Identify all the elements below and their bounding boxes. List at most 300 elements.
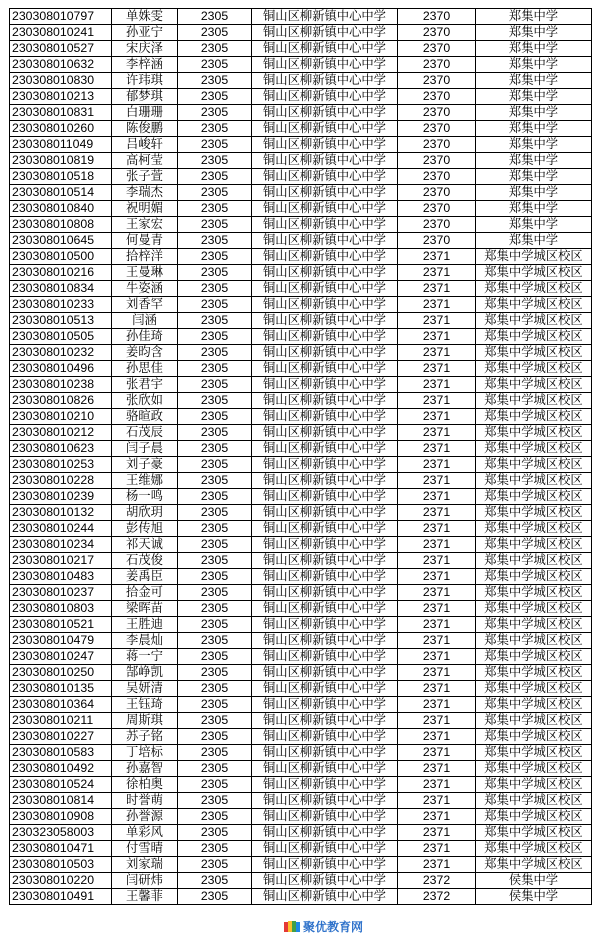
school-name-cell: 铜山区柳新镇中心中学: [252, 601, 398, 617]
target-school-cell: 侯集中学: [476, 889, 592, 905]
table-row: [10, 121, 592, 137]
target-code-cell: 2370: [398, 153, 476, 169]
exam-id-cell: 230308010521: [10, 617, 112, 633]
target-school-cell: 郑集中学城区校区: [476, 537, 592, 553]
target-code-cell: 2371: [398, 441, 476, 457]
table-row: [10, 889, 592, 905]
target-school-cell: 郑集中学城区校区: [476, 681, 592, 697]
school-name-cell: 铜山区柳新镇中心中学: [252, 441, 398, 457]
student-name-cell: 拾金可: [112, 585, 178, 601]
school-name-cell: 铜山区柳新镇中心中学: [252, 521, 398, 537]
target-school-cell: 郑集中学城区校区: [476, 601, 592, 617]
student-name-cell: 杨一鸣: [112, 489, 178, 505]
school-name-cell: 铜山区柳新镇中心中学: [252, 377, 398, 393]
target-school-cell: 郑集中学城区校区: [476, 793, 592, 809]
target-code-cell: 2371: [398, 841, 476, 857]
target-code-cell: 2372: [398, 873, 476, 889]
table-row: [10, 809, 592, 825]
target-code-cell: 2370: [398, 9, 476, 25]
target-school-cell: 郑集中学: [476, 9, 592, 25]
student-name-cell: 祁天诚: [112, 537, 178, 553]
table-row: [10, 425, 592, 441]
student-name-cell: 蒋一宁: [112, 649, 178, 665]
student-name-cell: 王家宏: [112, 217, 178, 233]
target-code-cell: 2371: [398, 489, 476, 505]
table-row: [10, 569, 592, 585]
student-name-cell: 宋庆泽: [112, 41, 178, 57]
exam-id-cell: 230308010237: [10, 585, 112, 601]
student-name-cell: 牛姿涵: [112, 281, 178, 297]
target-code-cell: 2371: [398, 713, 476, 729]
table-row: [10, 265, 592, 281]
school-code-cell: 2305: [178, 57, 252, 73]
school-name-cell: 铜山区柳新镇中心中学: [252, 761, 398, 777]
target-school-cell: 郑集中学城区校区: [476, 377, 592, 393]
target-school-cell: 郑集中学: [476, 73, 592, 89]
exam-id-cell: 230308010527: [10, 41, 112, 57]
school-code-cell: 2305: [178, 105, 252, 121]
school-name-cell: 铜山区柳新镇中心中学: [252, 73, 398, 89]
school-code-cell: 2305: [178, 521, 252, 537]
exam-id-cell: 230308010132: [10, 505, 112, 521]
student-name-cell: 付雪晴: [112, 841, 178, 857]
exam-id-cell: 230308010239: [10, 489, 112, 505]
student-name-cell: 吕峻轩: [112, 137, 178, 153]
school-code-cell: 2305: [178, 601, 252, 617]
school-name-cell: 铜山区柳新镇中心中学: [252, 281, 398, 297]
table-row: [10, 313, 592, 329]
student-name-cell: 时誉萌: [112, 793, 178, 809]
student-name-cell: 孙亚宁: [112, 25, 178, 41]
exam-id-cell: 230308010808: [10, 217, 112, 233]
target-code-cell: 2371: [398, 345, 476, 361]
exam-id-cell: 230308010210: [10, 409, 112, 425]
table-row: [10, 761, 592, 777]
target-school-cell: 郑集中学城区校区: [476, 297, 592, 313]
target-code-cell: 2371: [398, 313, 476, 329]
exam-id-cell: 230308010834: [10, 281, 112, 297]
target-code-cell: 2370: [398, 73, 476, 89]
school-name-cell: 铜山区柳新镇中心中学: [252, 329, 398, 345]
student-name-cell: 孙嘉智: [112, 761, 178, 777]
school-code-cell: 2305: [178, 297, 252, 313]
target-school-cell: 郑集中学: [476, 105, 592, 121]
student-name-cell: 苏子铭: [112, 729, 178, 745]
school-name-cell: 铜山区柳新镇中心中学: [252, 153, 398, 169]
target-school-cell: 郑集中学城区校区: [476, 697, 592, 713]
student-name-cell: 彭传旭: [112, 521, 178, 537]
target-school-cell: 郑集中学城区校区: [476, 649, 592, 665]
target-code-cell: 2371: [398, 729, 476, 745]
target-school-cell: 郑集中学: [476, 153, 592, 169]
school-name-cell: 铜山区柳新镇中心中学: [252, 633, 398, 649]
target-code-cell: 2371: [398, 537, 476, 553]
student-name-cell: 陈俊鹏: [112, 121, 178, 137]
target-code-cell: 2371: [398, 553, 476, 569]
student-name-cell: 祝明媚: [112, 201, 178, 217]
exam-id-cell: 230308010496: [10, 361, 112, 377]
target-code-cell: 2371: [398, 761, 476, 777]
target-code-cell: 2371: [398, 633, 476, 649]
exam-id-cell: 230308010227: [10, 729, 112, 745]
table-row: [10, 441, 592, 457]
student-name-cell: 徐柏奥: [112, 777, 178, 793]
table-row: [10, 57, 592, 73]
target-school-cell: 郑集中学城区校区: [476, 761, 592, 777]
school-name-cell: 铜山区柳新镇中心中学: [252, 889, 398, 905]
school-code-cell: 2305: [178, 473, 252, 489]
student-name-cell: 丁培标: [112, 745, 178, 761]
exam-id-cell: 230308010213: [10, 89, 112, 105]
student-name-cell: 单彩风: [112, 825, 178, 841]
school-name-cell: 铜山区柳新镇中心中学: [252, 489, 398, 505]
exam-id-cell: 230308010135: [10, 681, 112, 697]
table-row: [10, 233, 592, 249]
school-code-cell: 2305: [178, 233, 252, 249]
target-school-cell: 郑集中学城区校区: [476, 281, 592, 297]
school-name-cell: 铜山区柳新镇中心中学: [252, 297, 398, 313]
table-row: [10, 793, 592, 809]
school-code-cell: 2305: [178, 745, 252, 761]
target-school-cell: 郑集中学城区校区: [476, 729, 592, 745]
target-code-cell: 2371: [398, 825, 476, 841]
table-row: [10, 153, 592, 169]
target-code-cell: 2371: [398, 393, 476, 409]
target-code-cell: 2370: [398, 121, 476, 137]
target-code-cell: 2370: [398, 25, 476, 41]
target-code-cell: 2370: [398, 169, 476, 185]
school-name-cell: 铜山区柳新镇中心中学: [252, 617, 398, 633]
exam-id-cell: 230308010518: [10, 169, 112, 185]
school-code-cell: 2305: [178, 633, 252, 649]
target-school-cell: 郑集中学城区校区: [476, 489, 592, 505]
table-row: [10, 73, 592, 89]
school-code-cell: 2305: [178, 137, 252, 153]
student-name-cell: 石茂辰: [112, 425, 178, 441]
school-code-cell: 2305: [178, 457, 252, 473]
exam-id-cell: 230308010253: [10, 457, 112, 473]
target-school-cell: 郑集中学城区校区: [476, 809, 592, 825]
table-row: [10, 377, 592, 393]
exam-id-cell: 230308010505: [10, 329, 112, 345]
target-code-cell: 2371: [398, 617, 476, 633]
student-name-cell: 周斯琪: [112, 713, 178, 729]
school-name-cell: 铜山区柳新镇中心中学: [252, 777, 398, 793]
target-code-cell: 2370: [398, 185, 476, 201]
exam-id-cell: 230308010831: [10, 105, 112, 121]
target-school-cell: 郑集中学城区校区: [476, 329, 592, 345]
table-row: [10, 537, 592, 553]
school-name-cell: 铜山区柳新镇中心中学: [252, 665, 398, 681]
exam-id-cell: 230308010471: [10, 841, 112, 857]
target-code-cell: 2371: [398, 473, 476, 489]
target-school-cell: 郑集中学城区校区: [476, 665, 592, 681]
target-code-cell: 2371: [398, 505, 476, 521]
school-name-cell: 铜山区柳新镇中心中学: [252, 41, 398, 57]
student-name-cell: 孙思佳: [112, 361, 178, 377]
student-name-cell: 梁晖苗: [112, 601, 178, 617]
table-row: [10, 409, 592, 425]
school-name-cell: 铜山区柳新镇中心中学: [252, 201, 398, 217]
school-code-cell: 2305: [178, 617, 252, 633]
school-code-cell: 2305: [178, 185, 252, 201]
target-school-cell: 郑集中学城区校区: [476, 745, 592, 761]
exam-id-cell: 230308010216: [10, 265, 112, 281]
target-code-cell: 2371: [398, 329, 476, 345]
school-code-cell: 2305: [178, 809, 252, 825]
school-name-cell: 铜山区柳新镇中心中学: [252, 457, 398, 473]
exam-id-cell: 230308010513: [10, 313, 112, 329]
student-name-cell: 孙佳琦: [112, 329, 178, 345]
table-row: [10, 585, 592, 601]
target-code-cell: 2371: [398, 777, 476, 793]
exam-id-cell: 230308010814: [10, 793, 112, 809]
exam-id-cell: 230308010250: [10, 665, 112, 681]
table-row: [10, 393, 592, 409]
school-name-cell: 铜山区柳新镇中心中学: [252, 217, 398, 233]
exam-id-cell: 230308010623: [10, 441, 112, 457]
student-name-cell: 刘家瑞: [112, 857, 178, 873]
target-school-cell: 郑集中学城区校区: [476, 361, 592, 377]
table-row: [10, 185, 592, 201]
target-code-cell: 2371: [398, 377, 476, 393]
table-row: [10, 201, 592, 217]
exam-id-cell: 230308010492: [10, 761, 112, 777]
target-school-cell: 郑集中学城区校区: [476, 473, 592, 489]
school-code-cell: 2305: [178, 889, 252, 905]
target-school-cell: 郑集中学: [476, 185, 592, 201]
school-name-cell: 铜山区柳新镇中心中学: [252, 697, 398, 713]
target-school-cell: 郑集中学城区校区: [476, 633, 592, 649]
target-code-cell: 2371: [398, 297, 476, 313]
target-code-cell: 2371: [398, 265, 476, 281]
target-code-cell: 2371: [398, 857, 476, 873]
table-row: [10, 345, 592, 361]
table-row: [10, 713, 592, 729]
target-code-cell: 2371: [398, 681, 476, 697]
school-name-cell: 铜山区柳新镇中心中学: [252, 713, 398, 729]
school-name-cell: 铜山区柳新镇中心中学: [252, 249, 398, 265]
target-school-cell: 郑集中学城区校区: [476, 777, 592, 793]
student-name-cell: 闫涵: [112, 313, 178, 329]
exam-id-cell: 230308010238: [10, 377, 112, 393]
exam-id-cell: 230323058003: [10, 825, 112, 841]
exam-id-cell: 230308010220: [10, 873, 112, 889]
exam-id-cell: 230308011049: [10, 137, 112, 153]
school-code-cell: 2305: [178, 217, 252, 233]
school-code-cell: 2305: [178, 89, 252, 105]
exam-id-cell: 230308010233: [10, 297, 112, 313]
exam-id-cell: 230308010830: [10, 73, 112, 89]
student-name-cell: 王胜迪: [112, 617, 178, 633]
school-code-cell: 2305: [178, 393, 252, 409]
school-name-cell: 铜山区柳新镇中心中学: [252, 793, 398, 809]
target-school-cell: 郑集中学城区校区: [476, 265, 592, 281]
exam-id-cell: 230308010840: [10, 201, 112, 217]
table-row: [10, 521, 592, 537]
student-name-cell: 李晨灿: [112, 633, 178, 649]
target-school-cell: 郑集中学城区校区: [476, 569, 592, 585]
school-code-cell: 2305: [178, 553, 252, 569]
school-code-cell: 2305: [178, 857, 252, 873]
school-code-cell: 2305: [178, 761, 252, 777]
target-code-cell: 2371: [398, 249, 476, 265]
school-code-cell: 2305: [178, 505, 252, 521]
exam-id-cell: 230308010819: [10, 153, 112, 169]
school-name-cell: 铜山区柳新镇中心中学: [252, 553, 398, 569]
exam-id-cell: 230308010247: [10, 649, 112, 665]
student-name-cell: 张君宇: [112, 377, 178, 393]
table-row: [10, 137, 592, 153]
school-name-cell: 铜山区柳新镇中心中学: [252, 137, 398, 153]
student-name-cell: 单姝雯: [112, 9, 178, 25]
target-school-cell: 郑集中学: [476, 25, 592, 41]
student-name-cell: 李瑞杰: [112, 185, 178, 201]
target-code-cell: 2371: [398, 665, 476, 681]
target-code-cell: 2371: [398, 697, 476, 713]
school-name-cell: 铜山区柳新镇中心中学: [252, 473, 398, 489]
target-code-cell: 2370: [398, 41, 476, 57]
target-code-cell: 2370: [398, 217, 476, 233]
exam-id-cell: 230308010645: [10, 233, 112, 249]
exam-id-cell: 230308010228: [10, 473, 112, 489]
table-row: [10, 489, 592, 505]
school-name-cell: 铜山区柳新镇中心中学: [252, 409, 398, 425]
school-name-cell: 铜山区柳新镇中心中学: [252, 537, 398, 553]
table-row: [10, 729, 592, 745]
table-row: [10, 281, 592, 297]
table-row: [10, 217, 592, 233]
table-row: [10, 505, 592, 521]
school-code-cell: 2305: [178, 841, 252, 857]
school-code-cell: 2305: [178, 153, 252, 169]
target-code-cell: 2371: [398, 649, 476, 665]
exam-id-cell: 230308010803: [10, 601, 112, 617]
target-code-cell: 2371: [398, 281, 476, 297]
target-code-cell: 2370: [398, 57, 476, 73]
student-name-cell: 许玮琪: [112, 73, 178, 89]
school-code-cell: 2305: [178, 793, 252, 809]
target-school-cell: 郑集中学城区校区: [476, 441, 592, 457]
school-name-cell: 铜山区柳新镇中心中学: [252, 393, 398, 409]
student-name-cell: 孙誉源: [112, 809, 178, 825]
school-code-cell: 2305: [178, 537, 252, 553]
school-name-cell: 铜山区柳新镇中心中学: [252, 265, 398, 281]
table-row: [10, 329, 592, 345]
target-school-cell: 郑集中学城区校区: [476, 841, 592, 857]
book-logo-icon: [284, 920, 300, 934]
school-name-cell: 铜山区柳新镇中心中学: [252, 361, 398, 377]
school-code-cell: 2305: [178, 345, 252, 361]
school-code-cell: 2305: [178, 313, 252, 329]
exam-id-cell: 230308010364: [10, 697, 112, 713]
table-row: [10, 633, 592, 649]
school-code-cell: 2305: [178, 73, 252, 89]
target-school-cell: 郑集中学城区校区: [476, 409, 592, 425]
table-row: [10, 825, 592, 841]
exam-id-cell: 230308010212: [10, 425, 112, 441]
school-code-cell: 2305: [178, 9, 252, 25]
student-name-cell: 李梓涵: [112, 57, 178, 73]
student-name-cell: 王维娜: [112, 473, 178, 489]
school-name-cell: 铜山区柳新镇中心中学: [252, 841, 398, 857]
student-name-cell: 刘子豪: [112, 457, 178, 473]
target-code-cell: 2371: [398, 793, 476, 809]
target-code-cell: 2371: [398, 457, 476, 473]
exam-id-cell: 230308010503: [10, 857, 112, 873]
school-name-cell: 铜山区柳新镇中心中学: [252, 585, 398, 601]
exam-id-cell: 230308010211: [10, 713, 112, 729]
target-school-cell: 郑集中学城区校区: [476, 617, 592, 633]
school-code-cell: 2305: [178, 649, 252, 665]
target-code-cell: 2370: [398, 89, 476, 105]
student-name-cell: 刘香罕: [112, 297, 178, 313]
table-row: [10, 665, 592, 681]
school-name-cell: 铜山区柳新镇中心中学: [252, 649, 398, 665]
target-school-cell: 郑集中学: [476, 121, 592, 137]
target-school-cell: 郑集中学: [476, 201, 592, 217]
student-name-cell: 郜峥凯: [112, 665, 178, 681]
table-row: [10, 697, 592, 713]
table-row: [10, 297, 592, 313]
target-school-cell: 郑集中学城区校区: [476, 249, 592, 265]
school-name-cell: 铜山区柳新镇中心中学: [252, 809, 398, 825]
target-school-cell: 郑集中学城区校区: [476, 585, 592, 601]
school-name-cell: 铜山区柳新镇中心中学: [252, 825, 398, 841]
school-code-cell: 2305: [178, 489, 252, 505]
student-name-cell: 王馨菲: [112, 889, 178, 905]
target-code-cell: 2370: [398, 105, 476, 121]
target-code-cell: 2371: [398, 585, 476, 601]
student-name-cell: 姜禹臣: [112, 569, 178, 585]
student-name-cell: 骆暄政: [112, 409, 178, 425]
school-code-cell: 2305: [178, 713, 252, 729]
school-code-cell: 2305: [178, 377, 252, 393]
school-code-cell: 2305: [178, 169, 252, 185]
exam-id-cell: 230308010479: [10, 633, 112, 649]
target-school-cell: 郑集中学: [476, 233, 592, 249]
table-row: [10, 169, 592, 185]
school-name-cell: 铜山区柳新镇中心中学: [252, 105, 398, 121]
student-name-cell: 何曼青: [112, 233, 178, 249]
admission-table: [9, 8, 592, 905]
target-school-cell: 郑集中学城区校区: [476, 425, 592, 441]
table-row: [10, 873, 592, 889]
exam-id-cell: 230308010908: [10, 809, 112, 825]
school-name-cell: 铜山区柳新镇中心中学: [252, 185, 398, 201]
table-body: [10, 9, 592, 905]
school-code-cell: 2305: [178, 873, 252, 889]
exam-id-cell: 230308010797: [10, 9, 112, 25]
school-name-cell: 铜山区柳新镇中心中学: [252, 857, 398, 873]
target-code-cell: 2370: [398, 137, 476, 153]
school-code-cell: 2305: [178, 265, 252, 281]
student-name-cell: 高柯莹: [112, 153, 178, 169]
school-code-cell: 2305: [178, 201, 252, 217]
target-school-cell: 郑集中学城区校区: [476, 825, 592, 841]
target-code-cell: 2371: [398, 809, 476, 825]
school-name-cell: 铜山区柳新镇中心中学: [252, 89, 398, 105]
school-name-cell: 铜山区柳新镇中心中学: [252, 729, 398, 745]
target-code-cell: 2371: [398, 521, 476, 537]
table-row: [10, 553, 592, 569]
school-code-cell: 2305: [178, 697, 252, 713]
table-row: [10, 649, 592, 665]
target-code-cell: 2371: [398, 425, 476, 441]
table-row: [10, 361, 592, 377]
target-school-cell: 郑集中学城区校区: [476, 313, 592, 329]
table-row: [10, 777, 592, 793]
